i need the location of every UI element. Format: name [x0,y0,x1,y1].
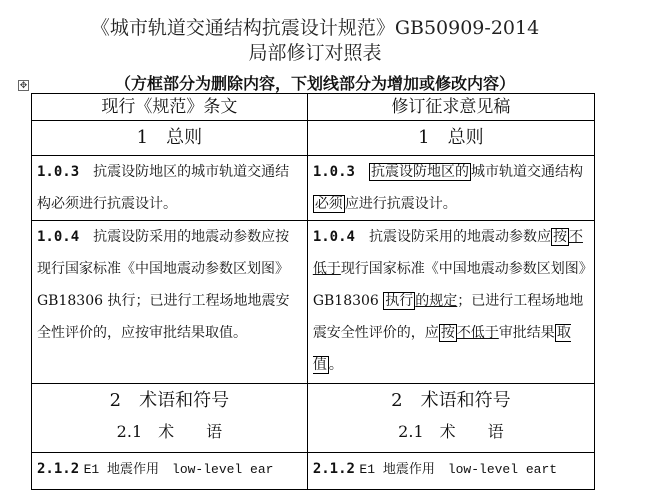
article-2-1-2-row [32,453,595,490]
article-text: 应进行抗震设计。 [344,196,457,212]
chapter-1-row [32,121,595,156]
article-number: 2.1.2 [312,461,355,477]
section-2-1-title: 2.1 术 语 [116,422,223,441]
article-1-0-4-current [32,221,308,384]
article-text: 现行国家标准《中国地震动参数区划图》GB18306 [312,261,586,309]
chapter-2-row [32,384,595,453]
document-subtitle: 局部修订对照表 [248,42,382,64]
added-text-underline: 的规定 [415,293,458,309]
article-text: 抗震设防地区的城市轨道交通结构必须进行抗震设计。 [37,164,290,212]
article-1-0-3-current [32,156,308,221]
added-text-underline: 不低于 [456,325,499,341]
chapter-2-left [32,384,308,453]
table-header-row [32,94,595,121]
article-number: 1.0.4 [37,229,80,245]
chapter-2-right [307,384,594,453]
article-1-0-4-row [32,221,595,384]
article-2-1-2-current [32,453,308,490]
article-number: 2.1.2 [37,461,80,477]
article-text: 城市轨道交通结构 [470,164,583,180]
deleted-text-box: 抗震设防地区的 [370,164,469,180]
article-1-0-4-revised [307,221,594,384]
article-2-1-2-revised [307,453,594,490]
article-number: 1.0.3 [312,164,355,180]
deleted-text-box: 按 [440,325,455,341]
deleted-text-box: 必须 [314,196,343,212]
document-title: 《城市轨道交通结构抗震设计规范》GB50909-2014 [90,17,540,39]
article-text: 抗震设防采用的地震动参数应 [368,229,551,245]
deleted-text-box: 执行 [385,293,414,309]
article-text: 抗震设防采用的地震动参数应按现行国家标准《中国地震动参数区划图》GB18306 执行；已进行工程场地地震安全性评价的，应按审批结果取值。 [37,229,290,341]
chapter-1-right: 1 总则 [307,121,594,156]
chapter-2-title: 2 术语和符号 [109,390,230,411]
article-1-0-3-row [32,156,595,221]
article-text: E1 地震作用 low-level eart [359,462,558,477]
deleted-text-box: 取值 [312,325,571,373]
added-text-underline: 不低于 [312,229,583,277]
header-revision-draft: 修订征求意见稿 [307,94,594,121]
article-number: 1.0.3 [37,164,80,180]
chapter-1-left: 1 总则 [32,121,308,156]
legend-note: （方框部分为删除内容，下划线部分为增加或修改内容） [114,74,515,93]
article-text: 审批结果 [498,325,555,341]
deleted-text-box: 按 [552,229,567,245]
article-number: 1.0.4 [312,229,355,245]
article-text: 。 [328,357,343,373]
comparison-table [31,93,595,490]
table-move-handle-icon[interactable]: ✥ [19,81,28,91]
article-text: ；已进行工程场地地震安全性评价的，应 [312,293,584,341]
chapter-2-title: 2 术语和符号 [391,390,511,411]
section-2-1-title: 2.1 术 语 [398,422,504,441]
article-1-0-3-revised [307,156,594,221]
article-text: E1 地震作用 low-level ear [83,462,274,477]
header-current-code: 现行《规范》条文 [32,94,308,121]
